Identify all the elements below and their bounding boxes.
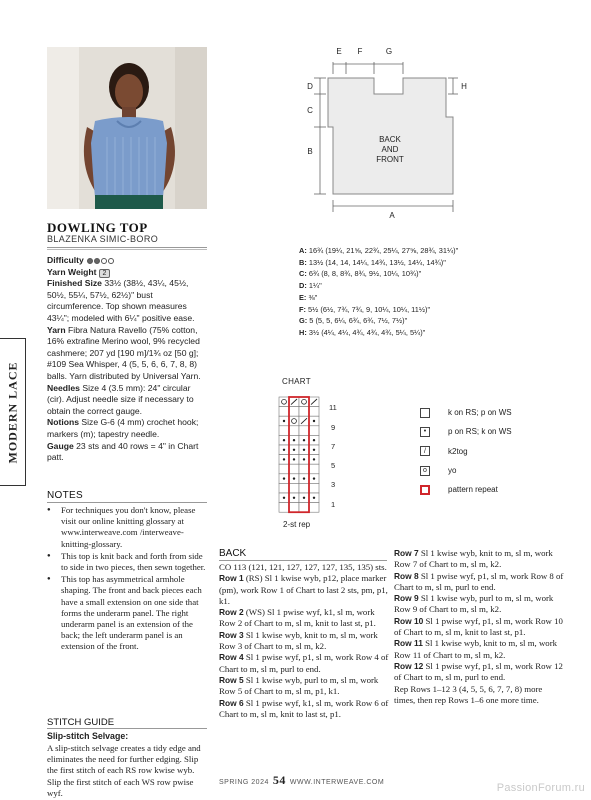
purl-dot <box>293 458 295 460</box>
chart-legend <box>420 403 512 499</box>
purl-dot <box>313 439 315 441</box>
chart-cell <box>279 483 289 493</box>
purl-dot <box>303 449 305 451</box>
purl-dot <box>293 477 295 479</box>
chart-cell <box>299 426 309 436</box>
purl-dot <box>293 497 295 499</box>
measurement-row: E: ⅜" <box>299 292 318 302</box>
instruction-paragraph: Row 7 Sl 1 kwise wyb, knit to m, sl m, work Row 7 of Chart to m, sl m, k2. <box>394 548 553 570</box>
notions-label: Notions <box>47 417 79 428</box>
yarn-label: Yarn <box>47 324 66 335</box>
measurement-row: B: 13½ (14, 14, 14¼, 14¾, 13½, 14¼, 14¾)" <box>299 257 446 267</box>
chart-cell <box>299 407 309 417</box>
purl-dot <box>303 458 305 460</box>
k2tog-symbol-icon: / <box>420 446 430 456</box>
yo-symbol-icon: o <box>420 466 430 476</box>
model-photo <box>47 47 207 209</box>
instruction-paragraph: Row 1 (RS) Sl 1 kwise wyb, p12, place marker (pm), work Row 1 of Chart to last 2 sts, pm, p1, k1. <box>219 573 388 606</box>
page-number: 54 <box>272 773 286 787</box>
instruction-paragraph: Row 2 (WS) Sl 1 pwise wyf, k1, sl m, work Row 2 of Chart to m, sl m, knit to last st, p1. <box>219 607 376 629</box>
chart-cell <box>289 464 299 474</box>
finished-size-text: 33½ (38½, 43¼, 45½, 50½, 55¼, 57½, 62½)" bust circumference. Top shown measures 43¼"; modeled with 6¼" positive ease. <box>47 278 195 323</box>
pattern-title: DOWLING TOP <box>47 220 148 235</box>
legend-item: pattern repeat <box>420 480 512 499</box>
purl-dot <box>293 449 295 451</box>
instruction-paragraph: Row 3 Sl 1 kwise wyb, knit to m, sl m, work Row 3 of Chart to m, sl m, k2. <box>219 629 378 652</box>
notions-text: Size G-6 (4 mm) crochet hook; markers (m); tapestry needle. <box>47 417 199 439</box>
purl-dot <box>313 458 315 460</box>
row-number: 11 <box>329 403 337 412</box>
chart-cell <box>309 426 319 436</box>
stitch-chart <box>276 393 346 521</box>
chart-cell <box>279 503 289 513</box>
materials-block <box>47 255 209 464</box>
measurement-row: A: 16¾ (19¼, 21⅝, 22¾, 25¼, 27⅝, 28¾, 31¼)" <box>299 246 459 255</box>
label-a: A <box>389 211 395 220</box>
gauge-info <box>47 441 209 464</box>
stitch-guide-text: A slip-stitch selvage creates a tidy edge and eliminates the need for further edging. Slip the first stitch of each RS row kwise wyb. Slip the first stitch of each WS row pwise wyf. <box>47 743 201 798</box>
chart-cell <box>289 426 299 436</box>
issue-label: SPRING 2024 <box>219 779 269 786</box>
difficulty-label: Difficulty <box>47 255 84 265</box>
note-item: ● This top is knit back and forth from side to side in two pieces, then sewn together. <box>47 551 207 573</box>
row-number: 1 <box>331 500 336 509</box>
needles-text: Size 4 (3.5 mm): 24" circular (cir). Adjust needle size if necessary to obtain the correct gauge. <box>47 382 194 416</box>
instruction-paragraph: CO 113 (121, 121, 127, 127, 127, 135, 135) sts. <box>219 562 387 572</box>
legend-item: / k2tog <box>420 442 512 461</box>
page-footer <box>219 773 384 788</box>
measurement-row: G: 5 (5, 5, 6¼, 6¾, 6¾, 7½, 7½)" <box>299 316 408 326</box>
repeat-box-icon <box>420 485 430 495</box>
chart-cell <box>309 464 319 474</box>
row-number: 5 <box>331 461 336 470</box>
chart-cell <box>299 483 309 493</box>
instruction-paragraph: Row 11 Sl 1 kwise wyb, knit to m, sl m, work Row 11 of Chart to m, sl m, k2. <box>394 638 558 660</box>
divider <box>47 502 207 503</box>
chart-cell <box>279 426 289 436</box>
yarn-weight-line <box>47 267 209 279</box>
difficulty-line <box>47 255 209 267</box>
repeat-label: 2-st rep <box>283 520 311 529</box>
note-item: ● For techniques you don't know, please visit our online knitting glossary at www.interweave.com /interweave-knitting-glossary. <box>47 505 207 550</box>
divider <box>219 560 387 561</box>
designer-name: BLAZENKA SIMIC-BORO <box>47 234 159 244</box>
label-b: B <box>307 147 313 156</box>
chart-cell <box>299 397 309 407</box>
row-number: 9 <box>331 423 336 432</box>
measurement-row: H: 3½ (4¼, 4¼, 4¾, 4¾, 4¾, 5¼, 5¼)" <box>299 327 426 337</box>
piece-label-3: FRONT <box>376 155 404 164</box>
notes-heading: NOTES <box>47 490 83 501</box>
legend-item: k on RS; p on WS <box>420 403 512 422</box>
measurement-row: F: 5½ (6½, 7¾, 7¾, 9, 10¼, 10¼, 11½)" <box>299 304 431 314</box>
instruction-paragraph: Row 4 Sl 1 pwise wyf, p1, sl m, work Row 4 of Chart to m, sl m, purl to end. <box>219 652 389 674</box>
instruction-paragraph: Row 5 Sl 1 kwise wyb, purl to m, sl m, work Row 5 of Chart to m, sl m, p1, k1. <box>219 674 379 697</box>
chart-cell <box>309 483 319 493</box>
yarn-weight-label: Yarn Weight <box>47 266 97 277</box>
chart-cell <box>289 503 299 513</box>
label-d: D <box>307 82 313 91</box>
instruction-paragraph: Row 6 Sl 1 pwise wyf, k1, sl m, work Row 6 of Chart to m, sl m, knit to last st, p1. <box>219 697 389 719</box>
legend-item: o yo <box>420 461 512 480</box>
notes-list <box>47 505 207 654</box>
row-number: 7 <box>331 442 336 451</box>
chart-cell <box>299 464 309 474</box>
needles-label: Needles <box>47 382 80 393</box>
chart-cell <box>309 503 319 513</box>
instruction-paragraph: Row 9 Sl 1 kwise wyb, purl to m, sl m, work Row 9 of Chart to m, sl m, k2. <box>394 593 554 615</box>
row-number: 3 <box>331 480 336 489</box>
notions-info <box>47 417 209 440</box>
label-f: F <box>357 47 363 56</box>
gauge-text: 23 sts and 40 rows = 4" in Chart patt. <box>47 440 199 463</box>
purl-dot <box>293 439 295 441</box>
legend-item: • p on RS; k on WS <box>420 422 512 441</box>
difficulty-dots <box>86 255 114 265</box>
watermark: PassionForum.ru <box>496 782 585 794</box>
purl-dot <box>283 439 285 441</box>
purl-dot <box>313 477 315 479</box>
purl-dot <box>283 477 285 479</box>
label-g: G <box>385 47 393 56</box>
instruction-paragraph: Row 12 Sl 1 pwise wyf, p1, sl m, work Row 12 of Chart to m, sl m, purl to end. <box>394 660 563 683</box>
stitch-guide-subheading: Slip-stitch Selvage: <box>47 731 129 741</box>
purl-dot <box>303 477 305 479</box>
label-e: E <box>336 47 342 56</box>
purl-dot <box>303 439 305 441</box>
back-heading: BACK <box>219 548 247 559</box>
instructions-column-right <box>394 548 564 706</box>
piece-label-1: BACK <box>379 135 401 144</box>
instruction-paragraph: Rep Rows 1–12 3 (4, 5, 5, 6, 7, 7, 8) more times, then rep Rows 1–6 one more time. <box>394 683 543 705</box>
chart-cell <box>279 397 289 407</box>
piece-label-2: AND <box>381 145 399 154</box>
purl-symbol-icon: • <box>420 427 430 437</box>
instruction-paragraph: Row 10 Sl 1 pwise wyf, p1, sl m, work Row 10 of Chart to m, sl m, knit to last st, p1. <box>394 615 563 638</box>
stitch-guide-heading: STITCH GUIDE <box>47 717 115 728</box>
chart-cell <box>299 503 309 513</box>
purl-dot <box>313 420 315 422</box>
purl-dot <box>283 458 285 460</box>
section-tab-label: MODERN LACE <box>5 360 20 464</box>
chart-cell <box>279 407 289 417</box>
purl-dot <box>313 497 315 499</box>
purl-dot <box>303 497 305 499</box>
divider <box>47 247 207 248</box>
gauge-label: Gauge <box>47 440 74 451</box>
chart-cell <box>279 464 289 474</box>
label-h: H <box>461 82 467 91</box>
chart-cell <box>289 407 299 417</box>
section-tab <box>0 338 26 486</box>
label-c: C <box>307 106 313 115</box>
instructions-column-left <box>219 562 389 720</box>
chart-title: CHART <box>282 377 311 386</box>
purl-dot <box>283 497 285 499</box>
chart-cell <box>309 407 319 417</box>
chart-cell <box>289 416 299 426</box>
measurement-row: D: 1¼" <box>299 281 322 291</box>
purl-dot <box>283 449 285 451</box>
purl-dot <box>283 420 285 422</box>
knit-symbol-icon <box>420 408 430 418</box>
yarn-weight-badge: 2 <box>99 269 110 278</box>
measurements-list <box>299 245 519 339</box>
yarn-text: Fibra Natura Ravello (75% cotton, 16% extrafine Merino wool, 9% recycled cashmere; 207 yd [190 m]/1¾ oz [50 g]; #109 Sea Whisper, 4 (5, 5, 6, 6, 7, 8, 8) balls. Yarn distributed by Universal Yarn. <box>47 324 201 381</box>
instruction-paragraph: Row 8 Sl 1 pwise wyf, p1, sl m, work Row 8 of Chart to m, sl m, purl to end. <box>394 570 564 592</box>
garment-schematic <box>300 44 490 222</box>
divider <box>47 728 207 729</box>
note-item: ● This top has asymmetrical armhole shaping. The front and back pieces each have a small extension on one side that forms the underarm panel. The right underarm panel is an extension of the back; the left underarm panel is an extension of the front. <box>47 574 207 652</box>
finished-size-label: Finished Size <box>47 278 102 289</box>
yarn-info <box>47 325 209 383</box>
divider <box>47 249 207 250</box>
finished-size <box>47 278 209 324</box>
site-url: WWW.INTERWEAVE.COM <box>289 779 385 786</box>
measurement-row: C: 6¾ (8, 8, 8¾, 8¾, 9½, 10¼, 10¾)" <box>299 269 422 279</box>
chart-cell <box>289 483 299 493</box>
purl-dot <box>313 449 315 451</box>
needles-info <box>47 383 209 418</box>
